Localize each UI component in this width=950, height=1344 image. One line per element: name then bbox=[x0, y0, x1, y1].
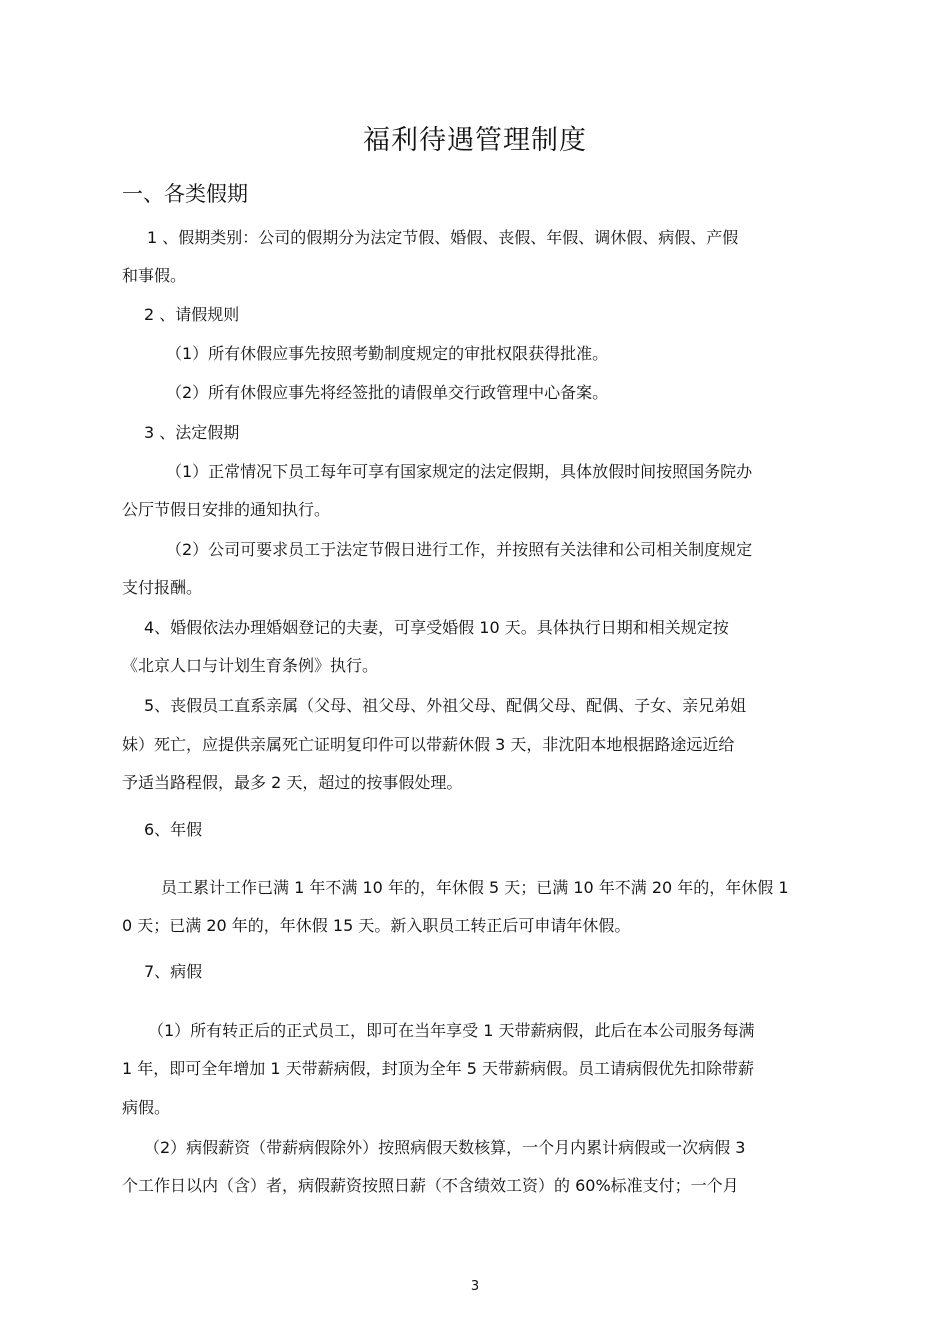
body-line: （1）正常情况下员工每年可享有国家规定的法定假期，具体放假时间按照国务院办 bbox=[166, 462, 753, 481]
body-line: 1 、假期类别：公司的假期分为法定节假、婚假、丧假、年假、调休假、病假、产假 bbox=[147, 228, 739, 247]
body-line: 2 、请假规则 bbox=[144, 305, 240, 324]
body-line: 予适当路程假，最多 2 天，超过的按事假处理。 bbox=[122, 773, 463, 792]
body-line: （1）所有转正后的正式员工，即可在当年享受 1 天带薪病假，此后在本公司服务每满 bbox=[148, 1021, 755, 1040]
body-line: 1 年，即可全年增加 1 天带薪病假，封顶为全年 5 天带薪病假。员工请病假优先扣除带薪 bbox=[122, 1059, 754, 1078]
body-line: 4、婚假依法办理婚姻登记的夫妻，可享受婚假 10 天。具体执行日期和相关规定按 bbox=[144, 618, 729, 637]
body-line: （2）所有休假应事先将经签批的请假单交行政管理中心备案。 bbox=[166, 383, 609, 402]
body-line: 员工累计工作已满 1 年不满 10 年的，年休假 5 天；已满 10 年不满 20 年的，年休假 1 bbox=[161, 878, 789, 897]
page-number: 3 bbox=[470, 1279, 480, 1294]
body-line: 3 、法定假期 bbox=[144, 423, 240, 442]
body-line: 7、病假 bbox=[144, 962, 203, 981]
body-line: 和事假。 bbox=[122, 266, 187, 285]
body-line: 0 天；已满 20 年的，年休假 15 天。新入职员工转正后可申请年休假。 bbox=[122, 916, 631, 935]
body-line: 妹）死亡，应提供亲属死亡证明复印件可以带薪休假 3 天，非沈阳本地根据路途远近给 bbox=[122, 735, 735, 754]
body-line: （1）所有休假应事先按照考勤制度规定的审批权限获得批准。 bbox=[166, 344, 609, 363]
document-title: 福利待遇管理制度 bbox=[363, 125, 587, 156]
body-line: 5、丧假员工直系亲属（父母、祖父母、外祖父母、配偶父母、配偶、子女、亲兄弟姐 bbox=[144, 696, 747, 715]
body-line: 《北京人口与计划生育条例》执行。 bbox=[122, 656, 379, 675]
body-line: 支付报酬。 bbox=[122, 578, 203, 597]
body-line: （2）病假薪资（带薪病假除外）按照病假天数核算，一个月内累计病假或一次病假 3 bbox=[144, 1138, 746, 1157]
body-line: 6、年假 bbox=[144, 820, 203, 839]
body-line: 个工作日以内（含）者，病假薪资按照日薪（不含绩效工资）的 60%标准支付；一个月 bbox=[122, 1176, 739, 1195]
section-heading: 一、各类假期 bbox=[122, 182, 248, 206]
body-line: 病假。 bbox=[122, 1098, 171, 1117]
body-line: 公厅节假日安排的通知执行。 bbox=[122, 500, 331, 519]
body-line: （2）公司可要求员工于法定节假日进行工作，并按照有关法律和公司相关制度规定 bbox=[166, 540, 753, 559]
